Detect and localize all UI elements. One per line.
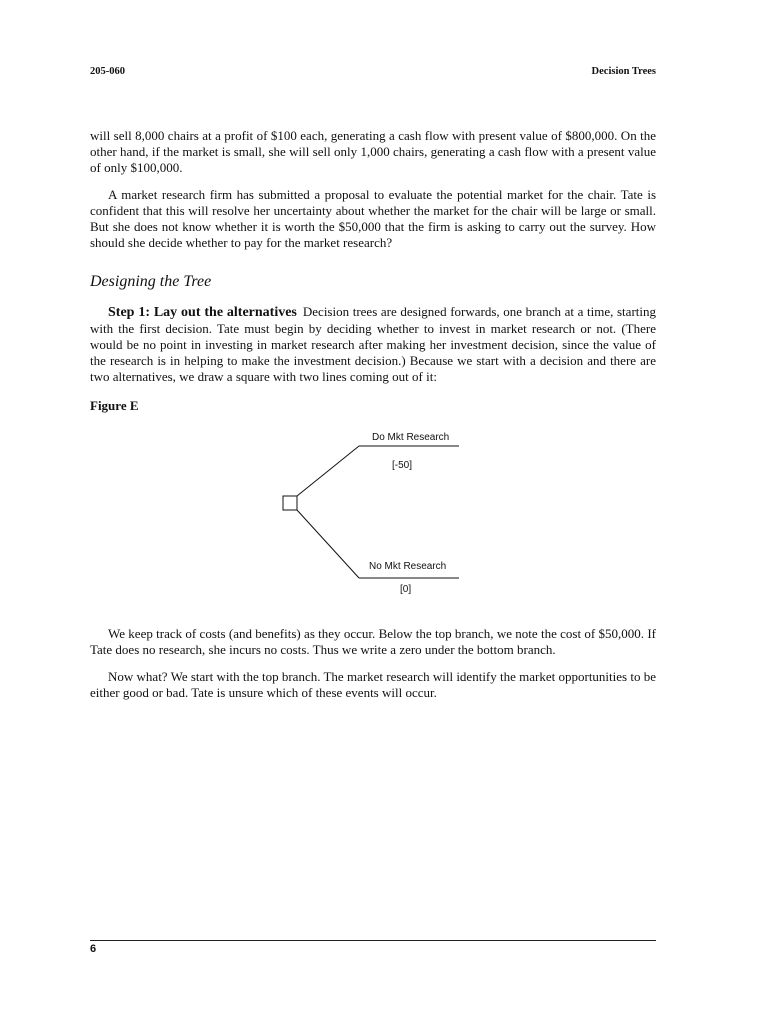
top-branch-diagonal (297, 446, 359, 496)
paragraph-track-costs: We keep track of costs (and benefits) as they occur. Below the top branch, we note the cost of $50,000. If Tate does no research, she incurs no costs. Thus we write a zero under the bottom branch. (90, 626, 656, 657)
paragraph-now-what: Now what? We start with the top branch. The market research will identify the market opportunities to be either good or bad. Tate is unsure which of these events will occur. (90, 669, 656, 700)
page-number: 6 (90, 943, 97, 955)
paragraph-chair-sales: will sell 8,000 chairs at a profit of $100 each, generating a cash flow with present value of $800,000. On the other hand, if the market is small, she will sell only 1,000 chairs, generating a cash flow with a present value of only $100,000. (90, 128, 656, 175)
bottom-branch-value: [0] (400, 584, 412, 595)
document-title: Decision Trees (591, 66, 656, 77)
figure-label: Figure E (90, 398, 139, 413)
document-number: 205-060 (90, 66, 125, 77)
section-title: Designing the Tree (90, 273, 212, 290)
paragraph-step-1 (90, 304, 656, 385)
paragraph-market-research-proposal: A market research firm has submitted a proposal to evaluate the potential market for the chair. Tate is confident that this will resolve her uncertainty about whether the market for the chair will be large or small. But she does not know whether it is worth the $50,000 that the firm is asking to carry out the survey. How should she decide whether to pay for the market research? (90, 187, 656, 250)
bottom-branch-label: No Mkt Research (369, 561, 447, 572)
bottom-branch-diagonal (297, 510, 359, 578)
footer-rule (90, 940, 656, 941)
top-branch-value: [-50] (392, 460, 413, 471)
decision-tree-drawing (270, 424, 490, 604)
top-branch-label: Do Mkt Research (372, 432, 450, 443)
step-1-label: Step 1: Lay out the alternatives (108, 305, 297, 320)
step-1-text: Decision trees are designed forwards, one branch at a time, starting with the first decision. Tate must begin by deciding whether to invest in market research or not. (There would be no point in investing in market research after making her investment decision, since the value of the research is in helping to make the investment decision.) Because we start with a decision and there are two alternatives, we draw a square with two lines coming out of it: (90, 304, 656, 384)
decision-node-square (283, 496, 297, 510)
decision-tree-figure (270, 424, 490, 604)
